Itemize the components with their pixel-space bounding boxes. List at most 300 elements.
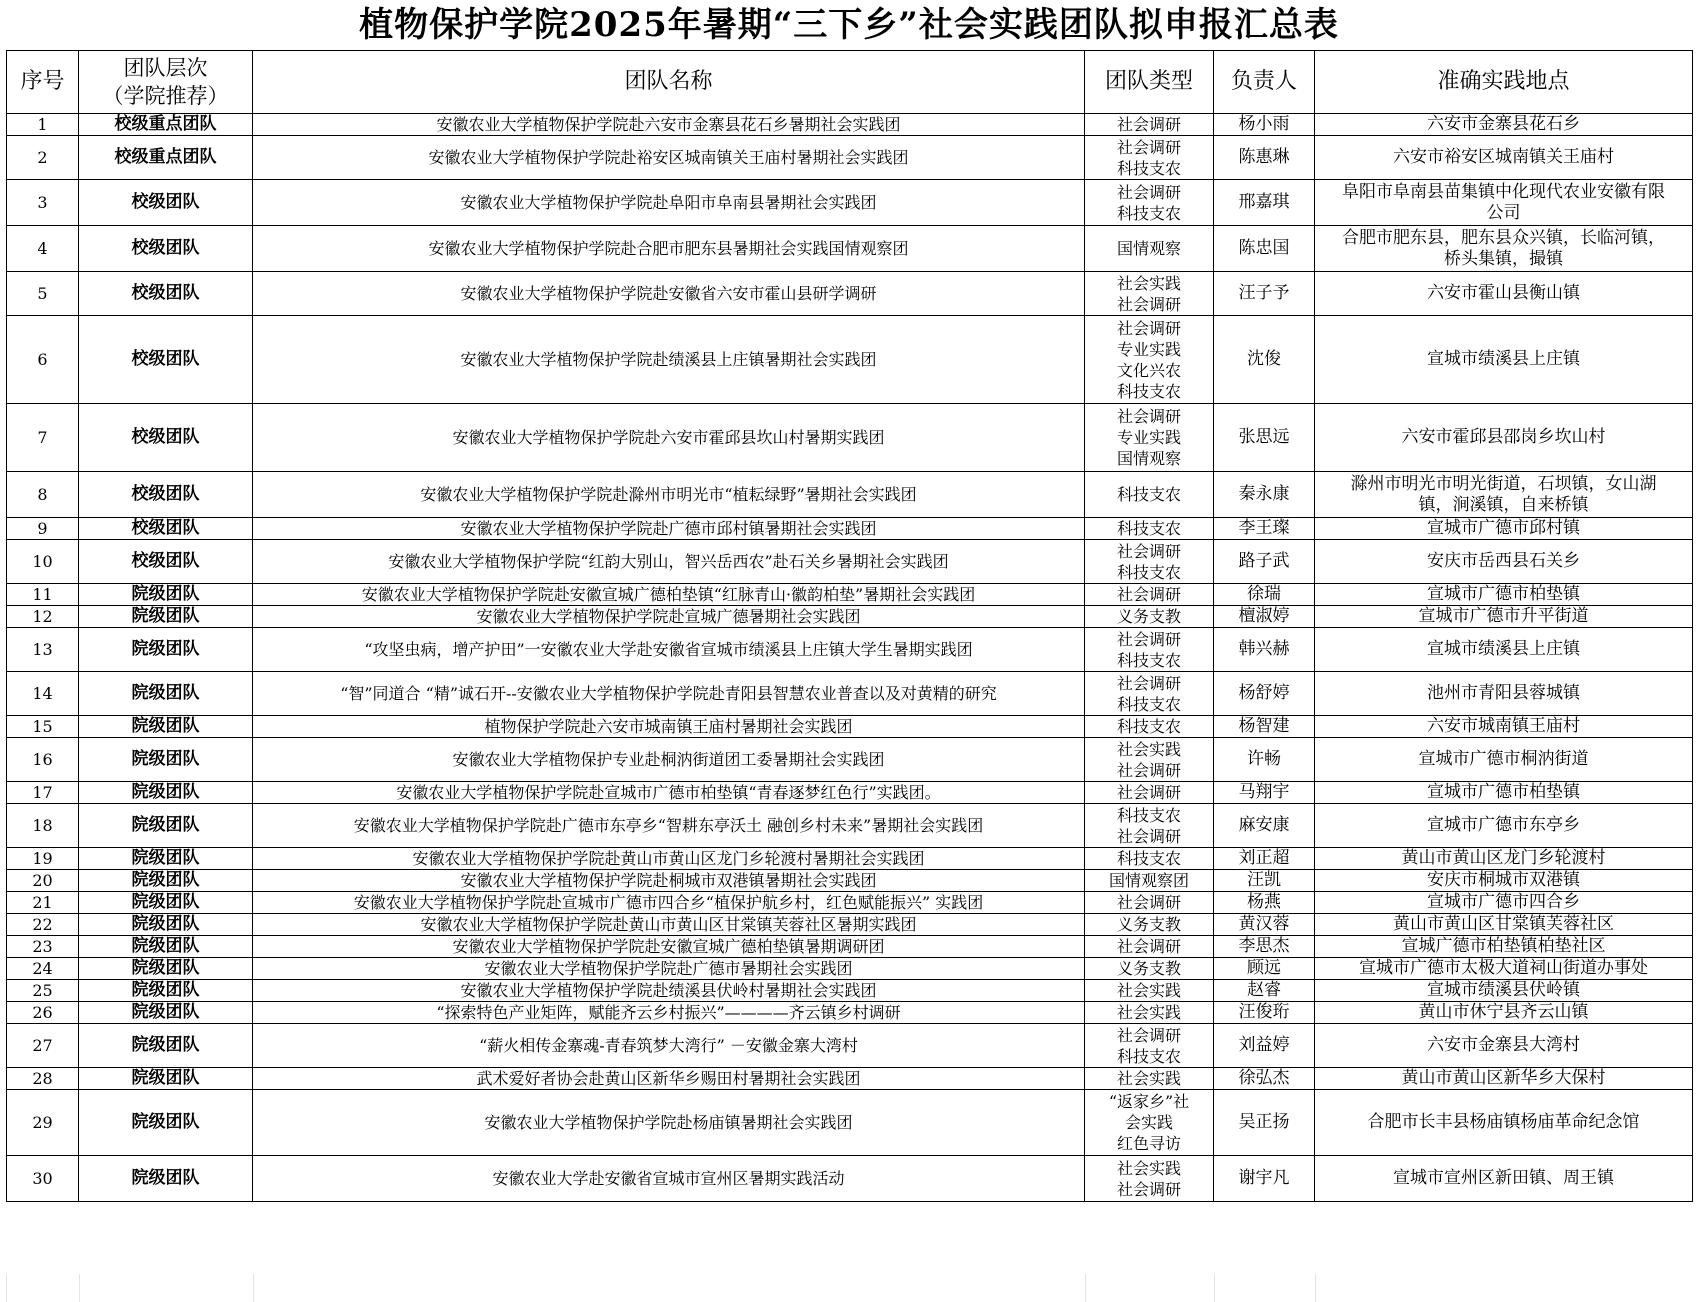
cell-team-type [1085, 1090, 1214, 1156]
team-type-line: 社会实践 [1116, 739, 1181, 759]
cell-team-name: 安徽农业大学植物保护学院赴滁州市明光市“植耘绿野”暑期社会实践团 [253, 472, 1085, 518]
cell-leader: 麻安康 [1214, 804, 1315, 848]
table-row [7, 848, 1693, 870]
place-line: 宣城市广德市柏垫镇 [1427, 584, 1580, 604]
place-line: 宣城广德市柏垫镇柏垫社区 [1401, 936, 1606, 956]
cell-leader: 邢嘉琪 [1214, 180, 1315, 226]
cell-no: 22 [7, 914, 79, 936]
cell-team-name: 安徽农业大学植物保护学院赴广德市暑期社会实践团 [253, 958, 1085, 980]
cell-level: 校级重点团队 [79, 136, 253, 180]
cell-team-name: 安徽农业大学植物保护学院“红韵大别山，智兴岳西农”赴石关乡暑期社会实践团 [253, 540, 1085, 584]
team-type-line: 社会调研 [1116, 115, 1181, 134]
cell-team-name: 安徽农业大学植物保护学院赴安徽宣城广德柏垫镇暑期调研团 [253, 936, 1085, 958]
cell-team-name: 安徽农业大学赴安徽省宣城市宣州区暑期实践活动 [253, 1156, 1085, 1202]
place-line: 池州市青阳县蓉城镇 [1427, 683, 1580, 703]
cell-level: 院级团队 [79, 958, 253, 980]
cell-leader: 路子武 [1214, 540, 1315, 584]
place-line: 六安市城南镇王庙村 [1427, 716, 1580, 736]
cell-leader: 刘益婷 [1214, 1024, 1315, 1068]
cell-level: 院级团队 [79, 1090, 253, 1156]
cell-leader: 沈俊 [1214, 316, 1315, 404]
grid-line [253, 1274, 254, 1302]
table-row [7, 1002, 1693, 1024]
cell-no: 6 [7, 316, 79, 404]
cell-level: 院级团队 [79, 980, 253, 1002]
place-line: 合肥市肥东县，肥东县众兴镇，长临河镇， [1342, 227, 1665, 248]
header-row [7, 51, 1693, 114]
cell-no: 26 [7, 1002, 79, 1024]
cell-team-type [1085, 404, 1214, 472]
place-line: 宣城市宣州区新田镇、周王镇 [1393, 1168, 1614, 1188]
cell-team-name: 安徽农业大学植物保护学院赴广德市邱村镇暑期社会实践团 [253, 518, 1085, 540]
cell-level: 院级团队 [79, 716, 253, 738]
cell-team-type [1085, 738, 1214, 782]
cell-place [1315, 958, 1693, 980]
cell-leader: 吴正扬 [1214, 1090, 1315, 1156]
place-line: 六安市裕安区城南镇关王庙村 [1393, 147, 1614, 167]
team-type-line: 社会调研 [1116, 541, 1181, 561]
cell-place [1315, 782, 1693, 804]
team-type-line: 科技支农 [1116, 694, 1181, 714]
team-type-line: 科技支农 [1116, 562, 1181, 582]
table-row [7, 782, 1693, 804]
cell-team-type [1085, 1024, 1214, 1068]
cell-team-name: 安徽农业大学植物保护学院赴裕安区城南镇关王庙村暑期社会实践团 [253, 136, 1085, 180]
table-row [7, 606, 1693, 628]
place-line: 安庆市岳西县石关乡 [1427, 551, 1580, 571]
cell-no: 1 [7, 114, 79, 136]
cell-team-name: “攻坚虫病，增产护田”一安徽农业大学赴安徽省宣城市绩溪县上庄镇大学生暑期实践团 [253, 628, 1085, 672]
cell-team-type [1085, 628, 1214, 672]
cell-level: 校级团队 [79, 180, 253, 226]
cell-no: 14 [7, 672, 79, 716]
cell-team-type [1085, 848, 1214, 870]
cell-place [1315, 738, 1693, 782]
cell-no: 8 [7, 472, 79, 518]
cell-level: 院级团队 [79, 914, 253, 936]
cell-no: 12 [7, 606, 79, 628]
table-row [7, 980, 1693, 1002]
cell-no: 28 [7, 1068, 79, 1090]
cell-no: 25 [7, 980, 79, 1002]
team-type-line: 社会调研 [1116, 1179, 1181, 1199]
cell-place [1315, 628, 1693, 672]
place-line: 合肥市长丰县杨庙镇杨庙革命纪念馆 [1367, 1112, 1640, 1132]
cell-no: 19 [7, 848, 79, 870]
cell-team-name: 安徽农业大学植物保护学院赴宣城市广德市四合乡“植保护航乡村，红色赋能振兴” 实践团 [253, 892, 1085, 914]
team-type-line: 社会调研 [1116, 407, 1181, 426]
cell-no: 17 [7, 782, 79, 804]
team-type-line: 社会调研 [1116, 893, 1181, 912]
cell-place [1315, 672, 1693, 716]
table-row [7, 226, 1693, 272]
table-row [7, 180, 1693, 226]
cell-team-type [1085, 114, 1214, 136]
team-type-line: 社会调研 [1116, 783, 1181, 802]
table-row [7, 316, 1693, 404]
place-line: 桥头集镇，撮镇 [1444, 248, 1563, 269]
cell-team-name: 安徽农业大学植物保护学院赴安徽宣城广德柏垫镇“红脉青山·徽韵柏垫”暑期社会实践团 [253, 584, 1085, 606]
place-line: 黄山市黄山区甘棠镇芙蓉社区 [1393, 914, 1614, 934]
cell-no: 4 [7, 226, 79, 272]
header-level-line: （学院推荐） [102, 84, 229, 108]
cell-no: 16 [7, 738, 79, 782]
table-row [7, 716, 1693, 738]
cell-leader: 徐弘杰 [1214, 1068, 1315, 1090]
cell-leader: 张思远 [1214, 404, 1315, 472]
cell-team-type [1085, 892, 1214, 914]
table-row [7, 472, 1693, 518]
team-type-line: 社会调研 [1116, 1025, 1181, 1045]
cell-level: 院级团队 [79, 936, 253, 958]
cell-no: 3 [7, 180, 79, 226]
cell-no: 13 [7, 628, 79, 672]
team-type-line: 国情观察 [1116, 239, 1181, 258]
cell-team-name: 安徽农业大学植物保护学院赴六安市金寨县花石乡暑期社会实践团 [253, 114, 1085, 136]
cell-place [1315, 848, 1693, 870]
cell-leader: 汪子予 [1214, 272, 1315, 316]
cell-place [1315, 472, 1693, 518]
team-type-line: 科技支农 [1116, 519, 1181, 538]
cell-level: 校级重点团队 [79, 114, 253, 136]
cell-leader: 陈忠国 [1214, 226, 1315, 272]
cell-leader: 徐瑞 [1214, 584, 1315, 606]
team-type-line: 专业实践 [1116, 428, 1181, 447]
sheet-title: 植物保护学院2025年暑期“三下乡”社会实践团队拟申报汇总表 [359, 5, 1339, 45]
table-row [7, 518, 1693, 540]
cell-place [1315, 914, 1693, 936]
cell-no: 30 [7, 1156, 79, 1202]
place-line: 宣城市广德市四合乡 [1427, 892, 1580, 912]
cell-team-type [1085, 1068, 1214, 1090]
team-type-line: 社会调研 [1116, 137, 1181, 157]
team-type-line: 社会实践 [1116, 1158, 1181, 1178]
cell-no: 21 [7, 892, 79, 914]
cell-leader: 马翔宇 [1214, 782, 1315, 804]
cell-no: 10 [7, 540, 79, 584]
header-type: 团队类型 [1085, 51, 1214, 114]
place-line: 宣城市广德市桐汭街道 [1418, 749, 1589, 769]
cell-level: 院级团队 [79, 606, 253, 628]
cell-place [1315, 606, 1693, 628]
cell-team-name: 武术爱好者协会赴黄山区新华乡赐田村暑期社会实践团 [253, 1068, 1085, 1090]
table-row [7, 1068, 1693, 1090]
cell-team-name: 安徽农业大学植物保护学院赴六安市霍邱县坎山村暑期实践团 [253, 404, 1085, 472]
cell-team-name: 安徽农业大学植物保护学院赴杨庙镇暑期社会实践团 [253, 1090, 1085, 1156]
cell-no: 18 [7, 804, 79, 848]
place-line: 宣城市广德市太极大道祠山街道办事处 [1359, 958, 1648, 978]
place-line: 阜阳市阜南县苗集镇中化现代农业安徽有限 [1342, 181, 1665, 202]
table-row [7, 738, 1693, 782]
team-type-line: 专业实践 [1116, 339, 1181, 359]
team-type-line: 科技支农 [1116, 650, 1181, 670]
table-row [7, 628, 1693, 672]
table-row [7, 672, 1693, 716]
cell-place [1315, 1002, 1693, 1024]
cell-team-name: 安徽农业大学植物保护学院赴安徽省六安市霍山县研学调研 [253, 272, 1085, 316]
cell-level: 院级团队 [79, 584, 253, 606]
team-type-line: 文化兴农 [1116, 360, 1181, 380]
header-no: 序号 [7, 51, 79, 114]
team-type-line: 红色寻访 [1116, 1134, 1181, 1153]
team-type-line: 科技支农 [1116, 158, 1181, 178]
cell-team-type [1085, 804, 1214, 848]
cell-place [1315, 136, 1693, 180]
cell-level: 校级团队 [79, 518, 253, 540]
team-type-line: 社会调研 [1116, 585, 1181, 604]
team-type-line: “返家乡”社 [1108, 1092, 1190, 1111]
cell-leader: 杨燕 [1214, 892, 1315, 914]
cell-place [1315, 518, 1693, 540]
cell-level: 院级团队 [79, 804, 253, 848]
cell-leader: 李思杰 [1214, 936, 1315, 958]
table-row [7, 1024, 1693, 1068]
place-line: 宣城市广德市升平街道 [1418, 606, 1589, 626]
team-type-line: 社会实践 [1116, 1069, 1181, 1088]
cell-team-type [1085, 980, 1214, 1002]
cell-level: 院级团队 [79, 892, 253, 914]
cell-leader: 汪俊珩 [1214, 1002, 1315, 1024]
cell-no: 5 [7, 272, 79, 316]
team-type-line: 科技支农 [1116, 849, 1181, 868]
cell-place [1315, 804, 1693, 848]
team-type-line: 社会调研 [1116, 826, 1181, 846]
cell-level: 校级团队 [79, 540, 253, 584]
grid-line [1214, 1274, 1215, 1302]
cell-leader: 谢宇凡 [1214, 1156, 1315, 1202]
table-body [7, 114, 1693, 1202]
cell-team-type [1085, 870, 1214, 892]
cell-leader: 檀淑婷 [1214, 606, 1315, 628]
table-row [7, 936, 1693, 958]
cell-level: 院级团队 [79, 1002, 253, 1024]
cell-level: 院级团队 [79, 870, 253, 892]
cell-team-name: 安徽农业大学植物保护学院赴阜阳市阜南县暑期社会实践团 [253, 180, 1085, 226]
place-line: 六安市金寨县大湾村 [1427, 1035, 1580, 1055]
cell-place [1315, 1156, 1693, 1202]
table-row [7, 584, 1693, 606]
empty-grid-row [6, 1274, 1693, 1302]
cell-leader: 赵睿 [1214, 980, 1315, 1002]
table-row [7, 804, 1693, 848]
cell-team-name: 安徽农业大学植物保护学院赴黄山市黄山区龙门乡轮渡村暑期社会实践团 [253, 848, 1085, 870]
cell-place [1315, 1024, 1693, 1068]
cell-team-type [1085, 518, 1214, 540]
grid-line [79, 1274, 80, 1302]
cell-team-type [1085, 914, 1214, 936]
cell-team-type [1085, 540, 1214, 584]
team-type-line: 国情观察团 [1108, 871, 1189, 890]
team-type-line: 社会实践 [1116, 1003, 1181, 1022]
header-name: 团队名称 [253, 51, 1085, 114]
cell-team-type [1085, 316, 1214, 404]
cell-level: 院级团队 [79, 1024, 253, 1068]
cell-level: 院级团队 [79, 672, 253, 716]
cell-team-name: 安徽农业大学植物保护学院赴宣城市广德市柏垫镇“青春逐梦红色行”实践团。 [253, 782, 1085, 804]
cell-place [1315, 584, 1693, 606]
cell-leader: 韩兴赫 [1214, 628, 1315, 672]
cell-team-type [1085, 584, 1214, 606]
header-leader: 负责人 [1214, 51, 1315, 114]
team-type-line: 社会实践 [1116, 981, 1181, 1000]
cell-no: 23 [7, 936, 79, 958]
cell-team-name: 安徽农业大学植物保护学院赴桐城市双港镇暑期社会实践团 [253, 870, 1085, 892]
cell-team-type [1085, 958, 1214, 980]
cell-place [1315, 316, 1693, 404]
cell-place [1315, 272, 1693, 316]
place-line: 六安市金寨县花石乡 [1427, 114, 1580, 134]
team-type-line: 义务支教 [1116, 959, 1181, 978]
place-line: 黄山市黄山区新华乡大保村 [1401, 1068, 1606, 1088]
table-row [7, 540, 1693, 584]
cell-no: 27 [7, 1024, 79, 1068]
cell-level: 校级团队 [79, 226, 253, 272]
cell-level: 院级团队 [79, 848, 253, 870]
cell-level: 院级团队 [79, 782, 253, 804]
cell-team-type [1085, 180, 1214, 226]
cell-place [1315, 980, 1693, 1002]
team-type-line: 科技支农 [1116, 381, 1181, 401]
cell-level: 校级团队 [79, 472, 253, 518]
cell-leader: 刘正超 [1214, 848, 1315, 870]
cell-level: 校级团队 [79, 316, 253, 404]
place-line: 宣城市广德市柏垫镇 [1427, 782, 1580, 802]
place-line: 公司 [1486, 202, 1521, 223]
team-type-line: 社会调研 [1116, 937, 1181, 956]
cell-team-type [1085, 936, 1214, 958]
table-row [7, 404, 1693, 472]
table-row [7, 272, 1693, 316]
table-row [7, 870, 1693, 892]
table-row [7, 136, 1693, 180]
grid-line [1315, 1274, 1316, 1302]
cell-team-type [1085, 716, 1214, 738]
cell-place [1315, 540, 1693, 584]
cell-place [1315, 226, 1693, 272]
cell-team-name: 安徽农业大学植物保护学院赴黄山市黄山区甘棠镇芙蓉社区暑期实践团 [253, 914, 1085, 936]
cell-team-name: 安徽农业大学植物保护学院赴绩溪县伏岭村暑期社会实践团 [253, 980, 1085, 1002]
cell-team-name: “探索特色产业矩阵，赋能齐云乡村振兴”————齐云镇乡村调研 [253, 1002, 1085, 1024]
cell-leader: 杨智建 [1214, 716, 1315, 738]
cell-place [1315, 936, 1693, 958]
cell-leader: 黄汉蓉 [1214, 914, 1315, 936]
place-line: 安庆市桐城市双港镇 [1427, 870, 1580, 890]
grid-line [1085, 1274, 1086, 1302]
cell-team-name: 安徽农业大学植物保护学院赴宣城广德暑期社会实践团 [253, 606, 1085, 628]
team-type-line: 社会调研 [1116, 629, 1181, 649]
team-type-line: 国情观察 [1116, 449, 1181, 468]
place-line: 宣城市广德市东亭乡 [1427, 815, 1580, 835]
team-type-line: 科技支农 [1116, 717, 1181, 736]
team-type-line: 义务支教 [1116, 915, 1181, 934]
cell-leader: 顾远 [1214, 958, 1315, 980]
cell-leader: 秦永康 [1214, 472, 1315, 518]
table-row [7, 1090, 1693, 1156]
table-row [7, 892, 1693, 914]
table-row [7, 114, 1693, 136]
place-line: 黄山市黄山区龙门乡轮渡村 [1401, 848, 1606, 868]
cell-no: 24 [7, 958, 79, 980]
cell-place [1315, 1090, 1693, 1156]
cell-team-name: 安徽农业大学植物保护学院赴绩溪县上庄镇暑期社会实践团 [253, 316, 1085, 404]
team-type-line: 科技支农 [1116, 1046, 1181, 1066]
cell-leader: 李王璨 [1214, 518, 1315, 540]
team-type-line: 科技支农 [1116, 485, 1181, 504]
place-line: 六安市霍邱县邵岗乡坎山村 [1401, 427, 1606, 447]
cell-no: 11 [7, 584, 79, 606]
cell-leader: 许畅 [1214, 738, 1315, 782]
team-type-line: 义务支教 [1116, 607, 1181, 626]
team-type-line: 会实践 [1124, 1113, 1173, 1132]
cell-no: 9 [7, 518, 79, 540]
cell-team-type [1085, 606, 1214, 628]
team-type-line: 科技支农 [1116, 203, 1181, 223]
cell-level: 院级团队 [79, 738, 253, 782]
place-line: 镇，涧溪镇，自来桥镇 [1418, 494, 1589, 515]
team-type-line: 社会调研 [1116, 294, 1181, 314]
header-level-line: 团队层次 [123, 56, 208, 80]
cell-place [1315, 180, 1693, 226]
table-row [7, 914, 1693, 936]
team-type-line: 科技支农 [1116, 805, 1181, 825]
cell-team-type [1085, 1002, 1214, 1024]
cell-team-name: “智”同道合 “精”诚石开--安徽农业大学植物保护学院赴青阳县智慧农业普查以及对黄精的研究 [253, 672, 1085, 716]
cell-team-type [1085, 226, 1214, 272]
cell-team-type [1085, 1156, 1214, 1202]
cell-level: 校级团队 [79, 404, 253, 472]
cell-no: 7 [7, 404, 79, 472]
cell-level: 校级团队 [79, 272, 253, 316]
cell-leader: 杨舒婷 [1214, 672, 1315, 716]
cell-place [1315, 404, 1693, 472]
cell-team-type [1085, 272, 1214, 316]
place-line: 宣城市绩溪县伏岭镇 [1427, 980, 1580, 1000]
table-row [7, 1156, 1693, 1202]
place-line: 六安市霍山县衡山镇 [1427, 283, 1580, 303]
cell-team-name: 植物保护学院赴六安市城南镇王庙村暑期社会实践团 [253, 716, 1085, 738]
place-line: 黄山市休宁县齐云山镇 [1418, 1002, 1589, 1022]
cell-place [1315, 114, 1693, 136]
cell-no: 29 [7, 1090, 79, 1156]
place-line: 宣城市广德市邱村镇 [1427, 518, 1580, 538]
team-type-line: 社会调研 [1116, 182, 1181, 202]
cell-place [1315, 716, 1693, 738]
cell-place [1315, 1068, 1693, 1090]
table-row [7, 958, 1693, 980]
team-type-line: 社会调研 [1116, 673, 1181, 693]
team-type-line: 社会调研 [1116, 760, 1181, 780]
cell-level: 院级团队 [79, 628, 253, 672]
team-type-line: 社会实践 [1116, 273, 1181, 293]
cell-no: 15 [7, 716, 79, 738]
cell-team-name: “薪火相传金寨魂-青春筑梦大湾行” －安徽金寨大湾村 [253, 1024, 1085, 1068]
cell-place [1315, 870, 1693, 892]
cell-place [1315, 892, 1693, 914]
cell-team-name: 安徽农业大学植物保护学院赴合肥市肥东县暑期社会实践国情观察团 [253, 226, 1085, 272]
summary-table [6, 50, 1693, 1202]
cell-no: 20 [7, 870, 79, 892]
cell-team-type [1085, 672, 1214, 716]
cell-no: 2 [7, 136, 79, 180]
cell-team-type [1085, 782, 1214, 804]
cell-leader: 汪凯 [1214, 870, 1315, 892]
place-line: 滁州市明光市明光街道，石坝镇，女山湖 [1350, 473, 1657, 494]
header-level [79, 51, 253, 114]
cell-team-name: 安徽农业大学植物保护学院赴广德市东亭乡“智耕东亭沃土 融创乡村未来”暑期社会实践团 [253, 804, 1085, 848]
team-type-line: 社会调研 [1116, 318, 1181, 338]
place-line: 宣城市绩溪县上庄镇 [1427, 349, 1580, 369]
cell-team-type [1085, 472, 1214, 518]
